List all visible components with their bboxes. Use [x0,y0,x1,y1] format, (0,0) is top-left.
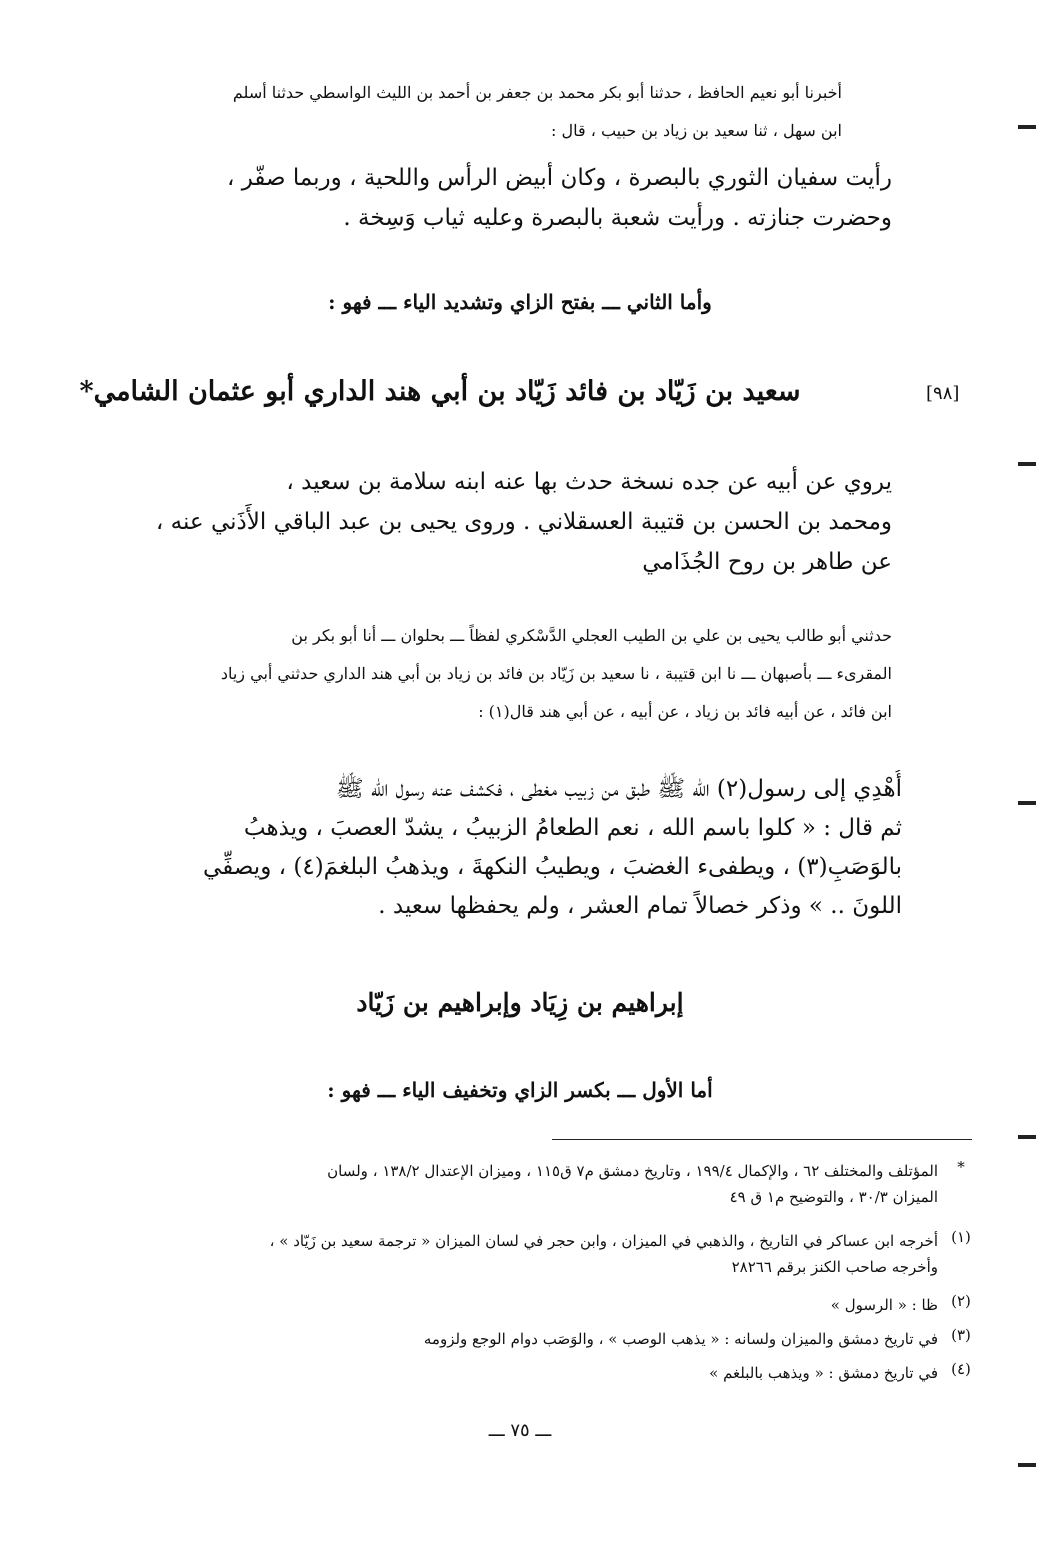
entry-number: [٩٨] [926,383,960,404]
text-line: أخبرنا أبو نعيم الحافظ ، حدثنا أبو بكر محمد بن جعفر بن أحمد بن الليث الواسطي حدثنا أسلم [232,83,842,102]
footnote-line: في تاريخ دمشق : « ويذهب بالبلغم » [709,1364,938,1382]
text-line: ومحمد بن الحسن بن قتيبة العسقلاني . وروى يحيى بن عبد الباقي الأَذَني عنه ، [155,509,892,535]
section-heading: إبراهيم بن زِيَاد وإبراهيم بن زَيّاد [356,988,684,1017]
text-line: أُهْدِي إلى رسول(٢) الله ﷺ طبق من زبيب مغطى ، فكشف عنه رسول الله ﷺ [335,776,902,802]
isnad-paragraph-1 [142,74,842,150]
hadith-text [142,770,902,926]
footnote-mark: (٢) [951,1292,971,1310]
footnote-mark: (٤) [951,1360,971,1378]
text-line: ابن فائد ، عن أبيه فائد بن زياد ، عن أبيه ، عن أبي هند قال(١) : [478,702,892,721]
text-line: رأيت سفيان الثوري بالبصرة ، وكان أبيض الرأس واللحية ، وربما صفّر ، [226,165,892,191]
text-line: وحضرت جنازته . ورأيت شعبة بالبصرة وعليه ثياب وَسِخة . [343,205,892,231]
scan-margin-mark [1018,1135,1036,1139]
footnote-line: وأخرجه صاحب الكنز برقم ٢٨٢٦٦ [731,1258,938,1276]
text-line: بالوَصَبِ(٣) ، ويطفىء الغضبَ ، ويطيبُ النكهةَ ، ويذهبُ البلغمَ(٤) ، ويصفِّي [203,854,902,880]
scan-margin-mark [1018,125,1036,129]
scan-margin-mark [1018,462,1036,466]
text-line: ابن سهل ، ثنا سعيد بن زياد بن حبيب ، قال : [551,121,842,140]
entry-title: سعيد بن زَيّاد بن فائد زَيّاد بن أبي هند الداري أبو عثمان الشامي* [79,376,801,407]
text-line: عن طاهر بن روح الجُذَامي [642,549,892,575]
footnote [164,1326,984,1352]
footnote-mark: (١) [951,1228,971,1246]
text-line: اللونَ .. » وذكر خصالاً تمام العشر ، ولم يحفظها سعيد . [378,893,902,919]
page-number: ـــ ٧٥ ـــ [488,1420,552,1441]
isnad-paragraph-2 [142,617,892,731]
footnote-line: في تاريخ دمشق والميزان ولسانه : « يذهب الوصب » ، والوَصَب دوام الوجع ولزومه [423,1330,938,1348]
footnote-mark: (٣) [951,1326,971,1344]
footnote-line: المؤتلف والمختلف ٦٢ ، والإكمال ١٩٩/٤ ، وتاريخ دمشق م٧ ق١١٥ ، وميزان الإعتدال ١٣٨/٢ ، ولسان [327,1162,938,1180]
scan-margin-mark [1018,1463,1036,1467]
footnote [164,1158,984,1210]
footnote-mark: * [957,1158,965,1176]
footnote [164,1228,984,1280]
matn-paragraph-2 [142,462,892,582]
text-line: ثم قال : « كلوا باسم الله ، نعم الطعامُ الزبيبُ ، يشدّ العصبَ ، ويذهبُ [243,815,902,841]
footnote [164,1292,984,1318]
text-line: يروي عن أبيه عن جده نسخة حدث بها عنه ابنه سلامة بن سعيد ، [286,469,892,495]
footnote-line: الميزان ٣٠/٣ ، والتوضيح م١ ق ٤٩ [729,1188,938,1206]
footnote-line: ظا : « الرسول » [830,1296,938,1314]
text-line: حدثني أبو طالب يحيى بن علي بن الطيب العجلي الدَّسْكري لفظاً ـــ بحلوان ـــ أنا أبو بكر بن [291,626,892,645]
section-intro: أما الأول ـــ بكسر الزاي وتخفيف الياء ـــ فهو : [327,1078,713,1102]
footnote-divider [552,1139,972,1140]
footnote-line: أخرجه ابن عساكر في التاريخ ، والذهبي في الميزان ، وابن حجر في لسان الميزان « ترجمة سعيد بن زَيّاد » ، [269,1232,938,1250]
footnote [164,1360,984,1386]
text-line: المقرىء ـــ بأصبهان ـــ نا ابن قتيبة ، نا سعيد بن زَيّاد بن فائد بن زياد بن أبي هند الداري حدثني أبي زياد [220,664,892,683]
section-intro: وأما الثاني ـــ بفتح الزاي وتشديد الياء ـــ فهو : [328,290,712,314]
matn-paragraph-1 [142,158,892,238]
scan-margin-mark [1018,801,1036,805]
